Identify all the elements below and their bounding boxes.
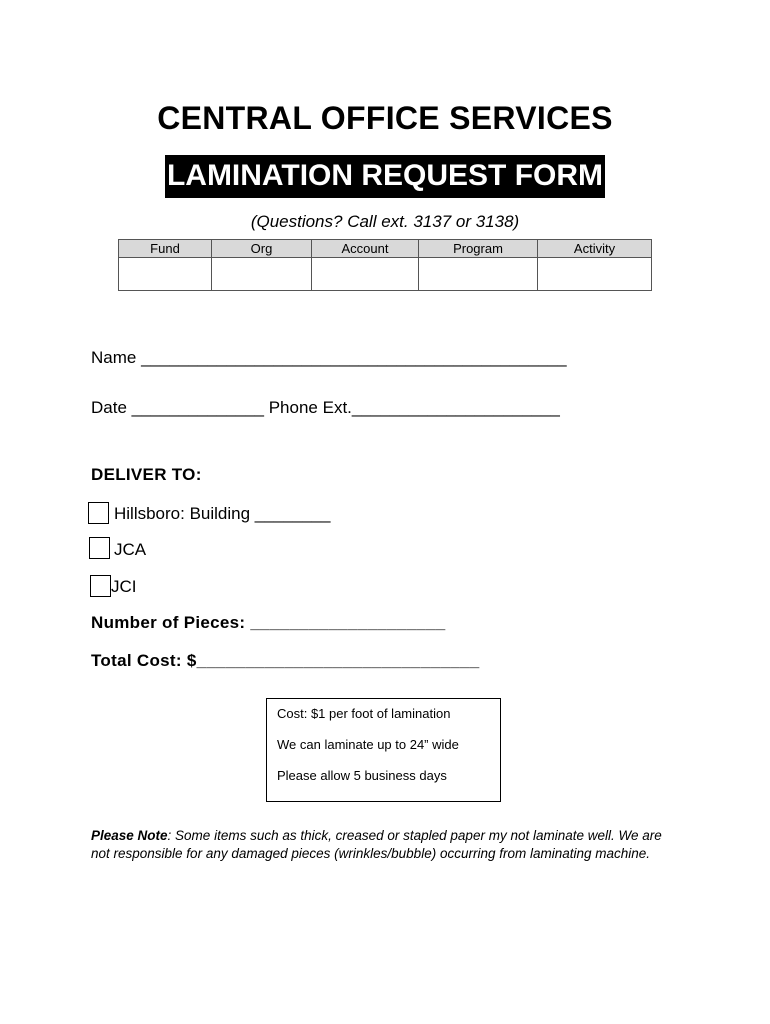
program-cell[interactable]	[419, 258, 538, 291]
hillsboro-option-label: Hillsboro: Building ________	[114, 504, 331, 523]
hillsboro-checkbox[interactable]	[88, 502, 109, 524]
please-note-label: Please Note	[91, 828, 168, 843]
jci-checkbox[interactable]	[90, 575, 111, 597]
activity-header: Activity	[538, 240, 652, 258]
account-header: Account	[312, 240, 419, 258]
pricing-info-box	[266, 698, 501, 802]
total-cost-line[interactable]: Total Cost: $_____________________________	[91, 651, 480, 670]
account-header-row	[119, 240, 652, 258]
number-of-pieces-line[interactable]: Number of Pieces: ____________________	[91, 613, 446, 632]
please-note-paragraph	[91, 827, 671, 862]
deliver-to-heading: DELIVER TO:	[91, 465, 202, 484]
turnaround-info-text: Please allow 5 business days	[277, 768, 447, 783]
account-entry-row	[119, 258, 652, 291]
form-banner-wrap	[0, 155, 770, 198]
width-info-text: We can laminate up to 24” wide	[277, 737, 459, 752]
form-title-banner: LAMINATION REQUEST FORM	[165, 155, 605, 198]
date-phone-field-line[interactable]: Date ______________ Phone Ext.______________________	[91, 398, 560, 417]
name-field-line[interactable]: Name _____________________________________________	[91, 348, 567, 367]
account-code-table	[118, 239, 652, 291]
org-cell[interactable]	[212, 258, 312, 291]
fund-cell[interactable]	[119, 258, 212, 291]
jci-option-label: JCI	[111, 577, 137, 596]
please-note-text: : Some items such as thick, creased or stapled paper my not laminate well. We are not responsible for any damaged pieces (wrinkles/bubble) occurring from laminating machine.	[91, 828, 662, 861]
jca-checkbox[interactable]	[89, 537, 110, 559]
org-header: Org	[212, 240, 312, 258]
office-title: CENTRAL OFFICE SERVICES	[157, 100, 613, 136]
cost-info-text: Cost: $1 per foot of lamination	[277, 706, 451, 721]
jca-option-label: JCA	[114, 540, 147, 559]
questions-contact: (Questions? Call ext. 3137 or 3138)	[250, 212, 520, 231]
program-header: Program	[419, 240, 538, 258]
activity-cell[interactable]	[538, 258, 652, 291]
fund-header: Fund	[119, 240, 212, 258]
account-cell[interactable]	[312, 258, 419, 291]
